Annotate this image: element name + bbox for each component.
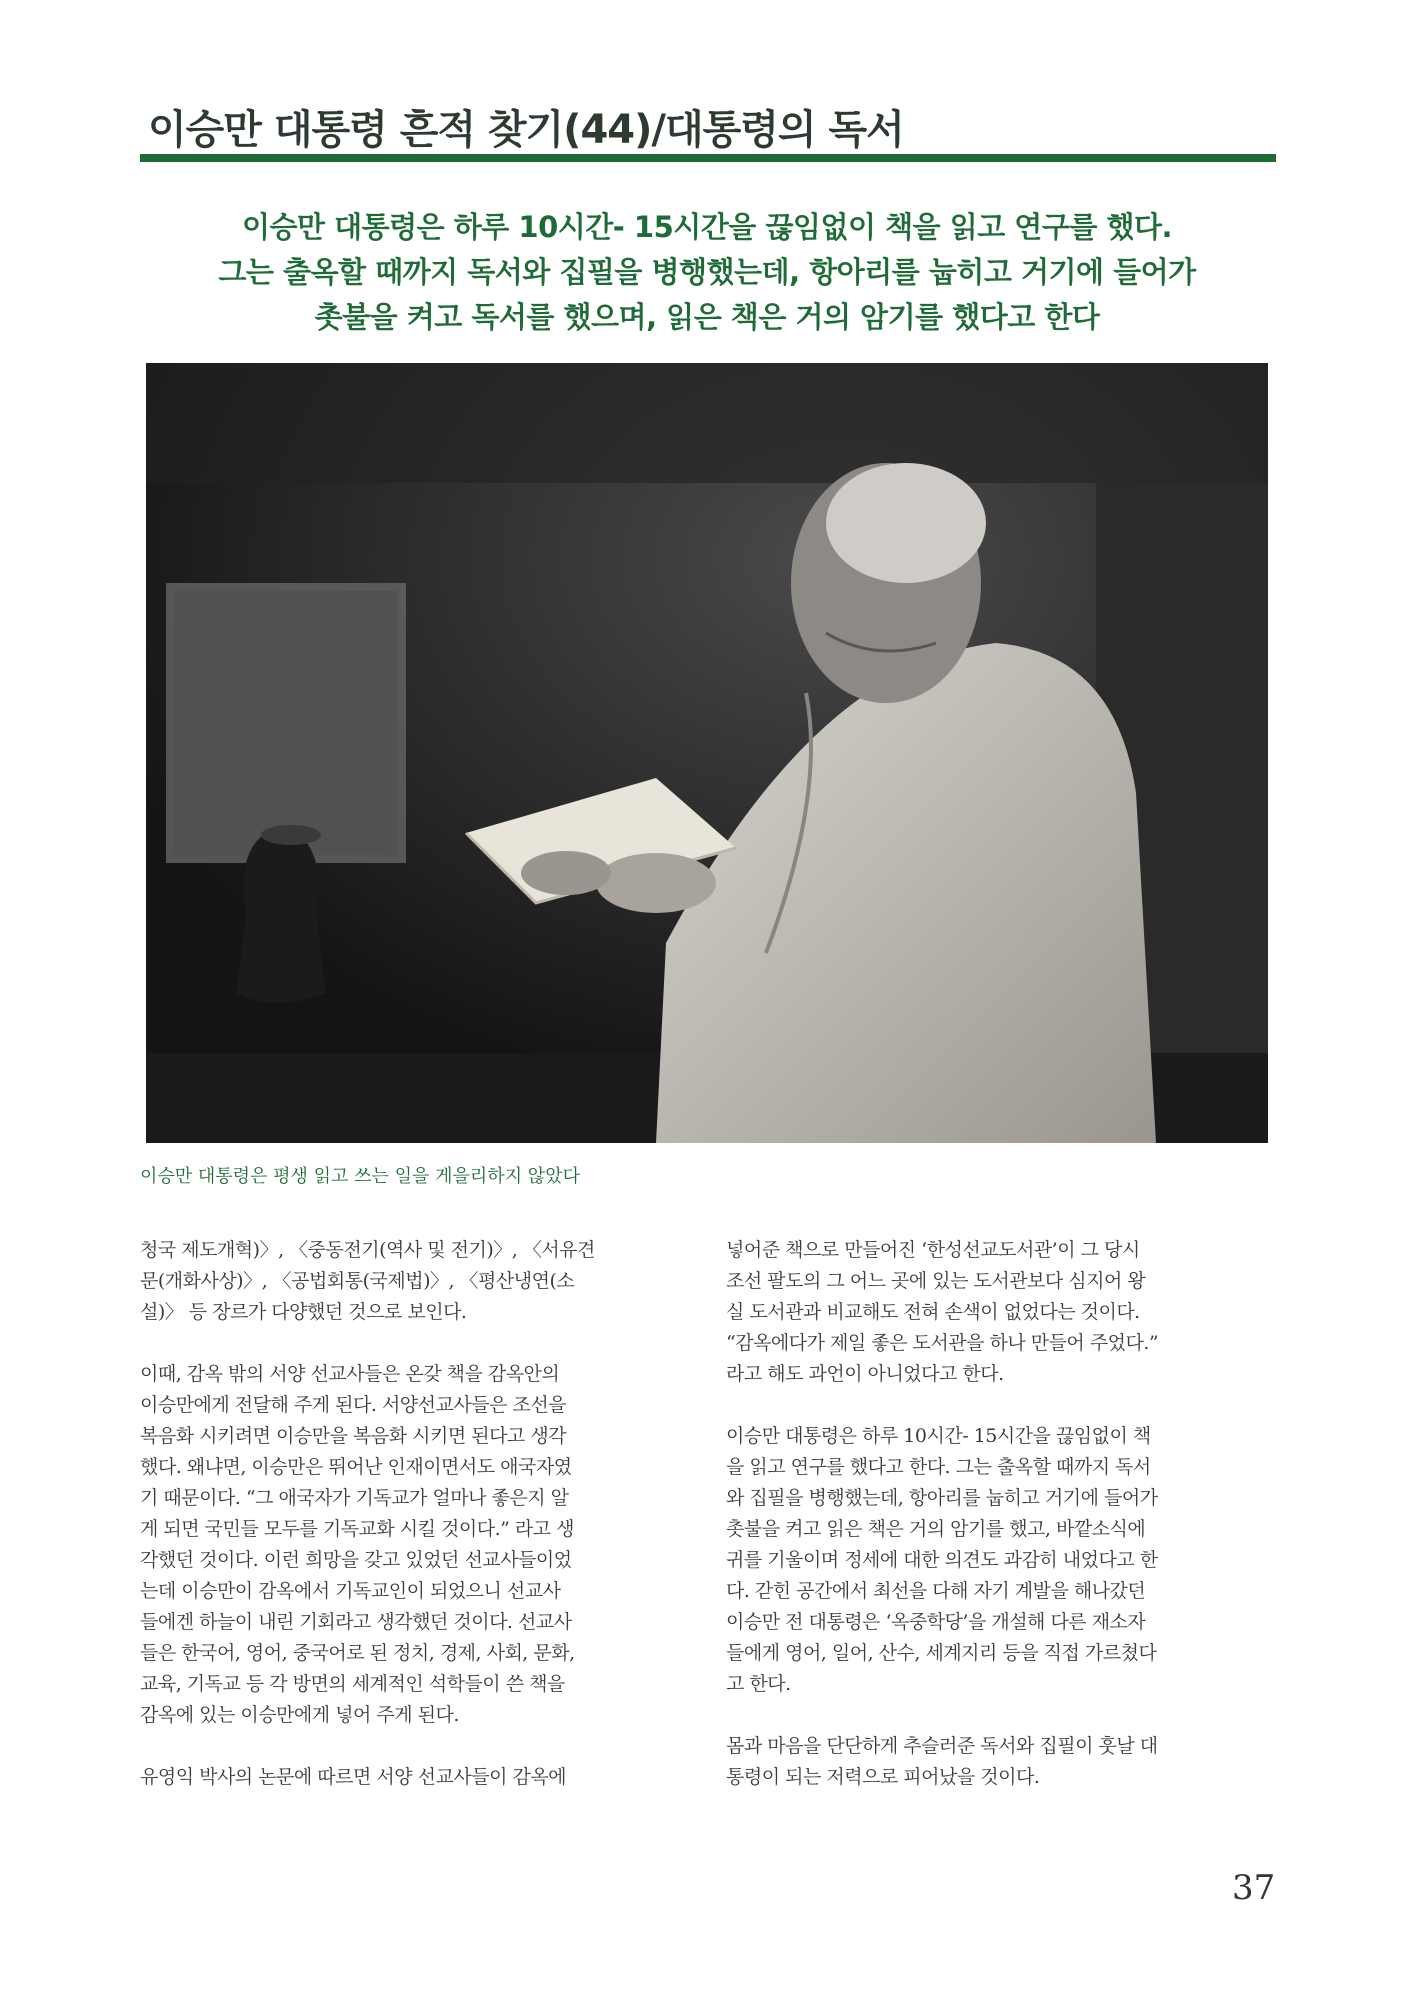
body-line: “감옥에다가 제일 좋은 도서관을 하나 만들어 주었다.” [726,1332,1159,1354]
body-paragraph [726,1235,1276,1390]
body-line: 조선 팔도의 그 어느 곳에 있는 도서관보다 심지어 왕 [726,1270,1146,1292]
body-column-right [726,1235,1276,1824]
lead-line: 그는 출옥할 때까지 독서와 집필을 병행했는데, 항아리를 눕히고 거기에 들어가 [218,255,1196,289]
body-paragraph [726,1421,1276,1700]
body-line: 했다. 왜냐면, 이승만은 뛰어난 인재이면서도 애국자였 [140,1456,572,1478]
body-line: 이승만에게 전달해 주게 된다. 서양선교사들은 조선을 [140,1394,567,1416]
body-paragraph [140,1235,690,1328]
body-line: 는데 이승만이 감옥에서 기독교인이 되었으니 선교사 [140,1580,561,1602]
body-line: 청국 제도개혁)〉, 〈중동전기(역사 및 전기)〉, 〈서유견 [140,1239,595,1261]
body-line: 들에겐 하늘이 내린 기회라고 생각했던 것이다. 선교사 [140,1611,572,1633]
body-line: 촛불을 켜고 읽은 책은 거의 암기를 했고, 바깥소식에 [726,1518,1146,1540]
lead-paragraph [160,205,1254,340]
body-line: 유영익 박사의 논문에 따르면 서양 선교사들이 감옥에 [140,1766,567,1788]
body-line: 설)〉 등 장르가 다양했던 것으로 보인다. [140,1301,467,1323]
body-line: 이승만 대통령은 하루 10시간- 15시간을 끊임없이 책 [726,1425,1151,1447]
body-column-left [140,1235,690,1824]
title-underline-rule [140,154,1276,162]
body-line: 복음화 시키려면 이승만을 복음화 시키면 된다고 생각 [140,1425,567,1447]
body-line: 넣어준 책으로 만들어진 ‘한성선교도서관’이 그 당시 [726,1239,1140,1261]
body-paragraph [726,1731,1276,1793]
body-line: 들에게 영어, 일어, 산수, 세계지리 등을 직접 가르쳤다 [726,1642,1157,1664]
body-line: 몸과 마음을 단단하게 추슬러준 독서와 집필이 훗날 대 [726,1735,1158,1757]
body-line: 감옥에 있는 이승만에게 넣어 주게 된다. [140,1704,459,1726]
body-line: 을 읽고 연구를 했다고 한다. 그는 출옥할 때까지 독서 [726,1456,1151,1478]
body-line: 각했던 것이다. 이런 희망을 갖고 있었던 선교사들이었 [140,1549,572,1571]
body-line: 교육, 기독교 등 각 방면의 세계적인 석학들이 쓴 책을 [140,1673,565,1695]
body-line: 귀를 기울이며 정세에 대한 의견도 과감히 내었다고 한 [726,1549,1158,1571]
body-line: 와 집필을 병행했는데, 항아리를 눕히고 거기에 들어가 [726,1487,1158,1509]
body-line: 고 한다. [726,1673,791,1695]
body-line: 다. 갇힌 공간에서 최선을 다해 자기 계발을 해나갔던 [726,1580,1146,1602]
body-line: 문(개화사상)〉, 〈공법회통(국제법)〉, 〈평산냉연(소 [140,1270,575,1292]
body-line: 이승만 전 대통령은 ‘옥중학당’을 개설해 다른 재소자 [726,1611,1146,1633]
body-paragraph [140,1359,690,1731]
body-line: 통령이 되는 저력으로 피어났을 것이다. [726,1766,1040,1788]
article-photo [146,363,1268,1143]
photo-image [146,363,1268,1143]
body-line: 실 도서관과 비교해도 전혀 손색이 없었다는 것이다. [726,1301,1140,1323]
page-number: 37 [1232,1868,1276,1908]
lead-line: 촛불을 켜고 독서를 했으며, 읽은 책은 거의 암기를 했다고 한다 [314,300,1100,334]
body-paragraph [140,1762,690,1793]
body-line: 라고 해도 과언이 아니었다고 한다. [726,1363,1004,1385]
article-title: 이승만 대통령 흔적 찾기(44)/대통령의 독서 [148,107,904,153]
body-line: 기 때문이다. “그 애국자가 기독교가 얼마나 좋은지 알 [140,1487,569,1509]
body-line: 이때, 감옥 밖의 서양 선교사들은 온갖 책을 감옥안의 [140,1363,560,1385]
lead-line: 이승만 대통령은 하루 10시간- 15시간을 끊임없이 책을 읽고 연구를 했다. [241,210,1172,244]
photo-caption: 이승만 대통령은 평생 읽고 쓰는 일을 게을리하지 않았다 [140,1166,580,1187]
body-line: 게 되면 국민들 모두를 기독교화 시킬 것이다.” 라고 생 [140,1518,575,1540]
body-line: 들은 한국어, 영어, 중국어로 된 정치, 경제, 사회, 문화, [140,1642,575,1664]
